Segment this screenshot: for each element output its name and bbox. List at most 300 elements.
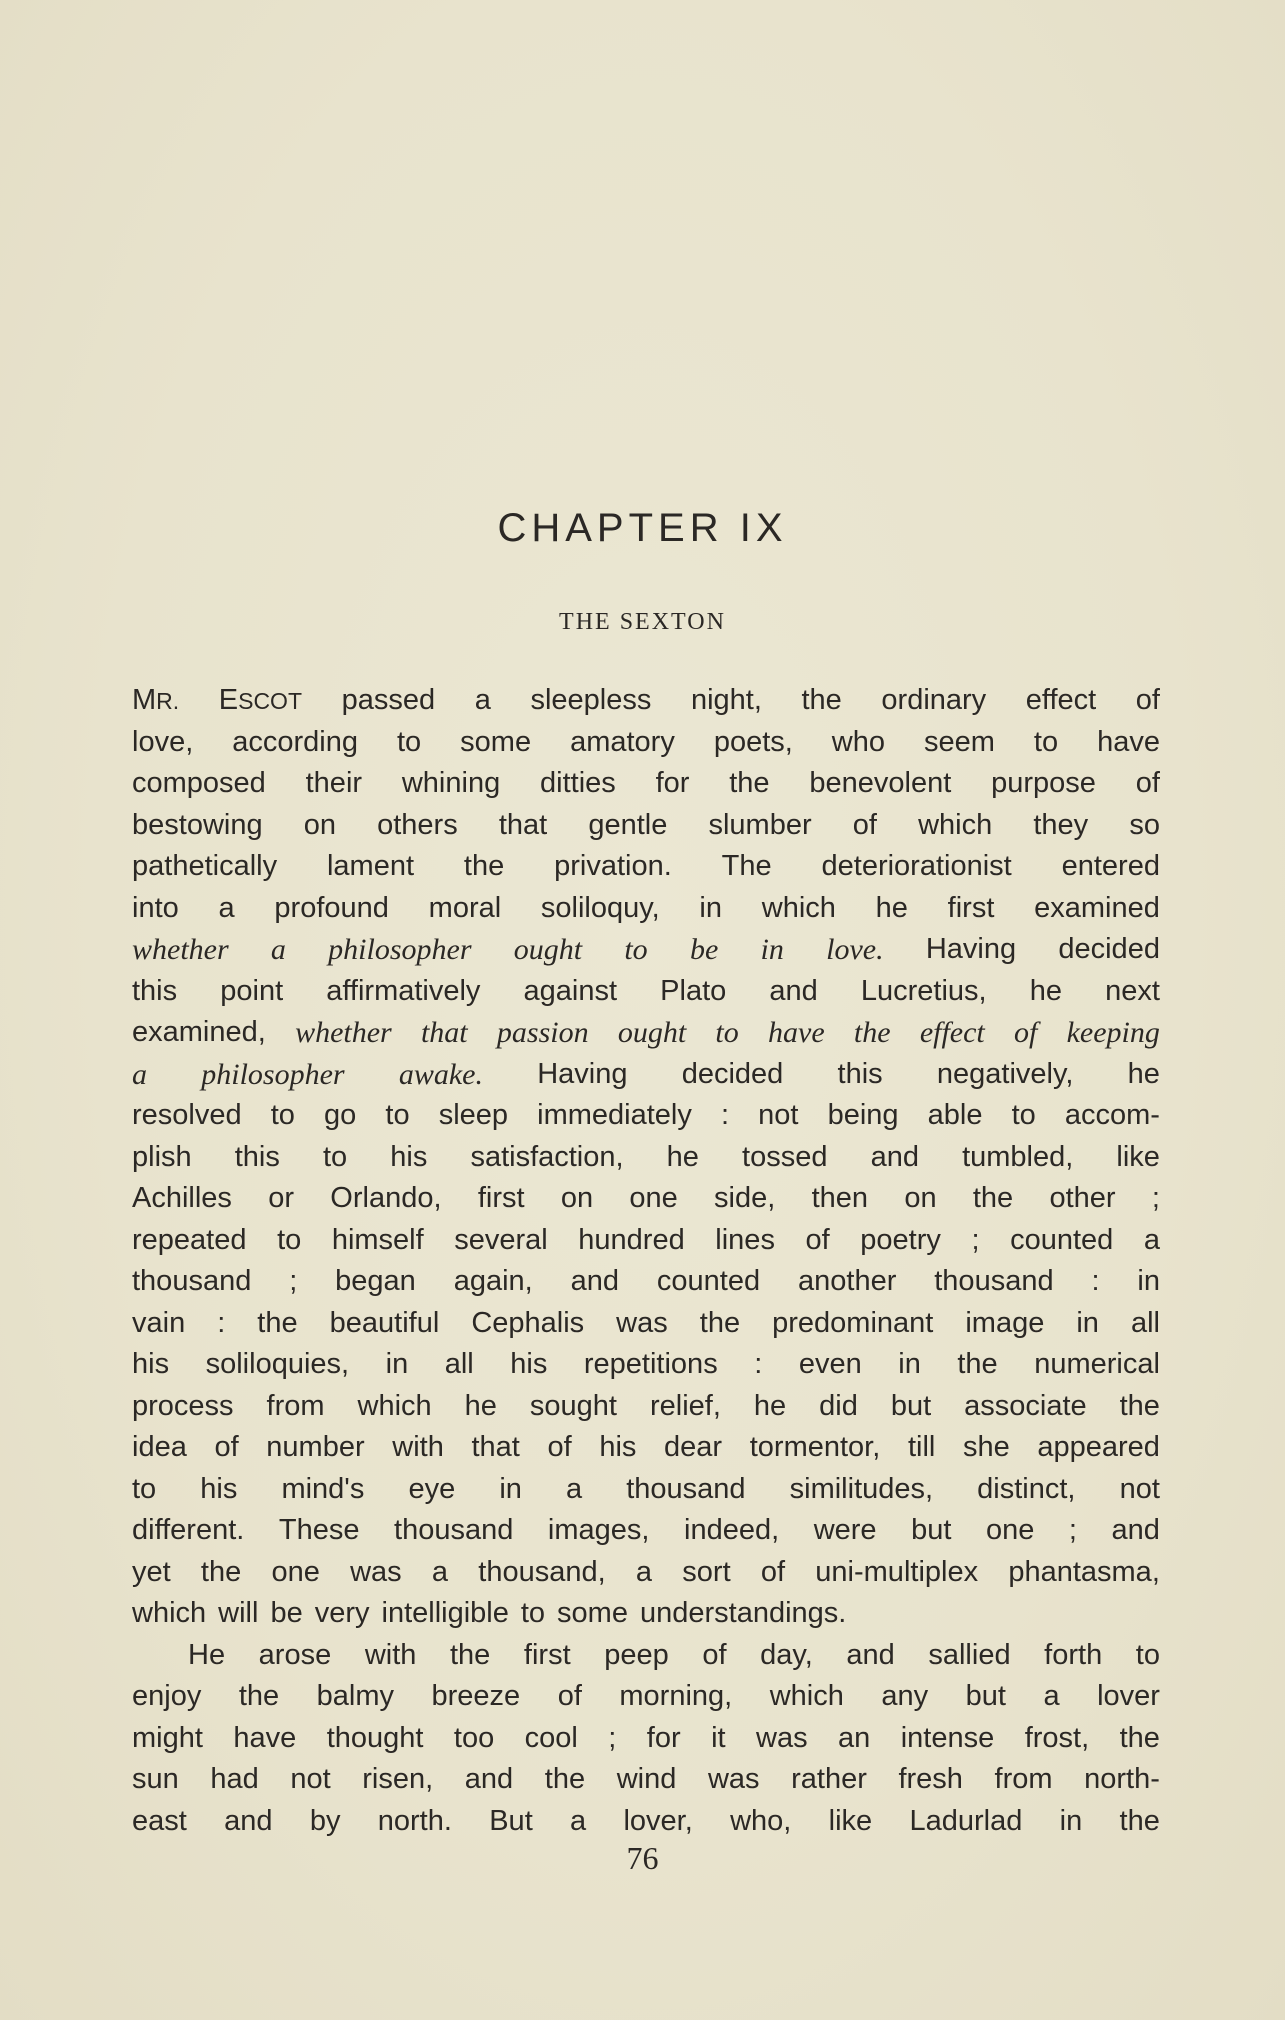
word: and (769, 974, 818, 1007)
word: repeated (132, 1223, 247, 1256)
word: from (266, 1389, 325, 1422)
body-text (132, 680, 1160, 1842)
word: was (707, 1763, 760, 1795)
word: to (132, 1472, 157, 1505)
word: into (132, 891, 179, 924)
word: be (270, 1597, 303, 1629)
word: of (1135, 684, 1160, 716)
word: phantasma, (1008, 1555, 1160, 1588)
word: not (290, 1763, 331, 1795)
text-line (132, 1676, 1160, 1718)
word: ; (1151, 1182, 1160, 1214)
word: ; (1068, 1514, 1077, 1546)
word: it (711, 1721, 726, 1754)
word: first (477, 1182, 525, 1214)
word: the (957, 1348, 998, 1380)
word: in (760, 933, 784, 966)
word: he (875, 891, 908, 924)
chapter-subtitle: THE SEXTON (559, 609, 726, 635)
word: to (520, 1597, 546, 1629)
word: thousand (132, 1265, 252, 1297)
word: who (831, 725, 885, 758)
word: another (798, 1265, 897, 1297)
word: according (232, 725, 358, 758)
word: awake. (398, 1057, 483, 1091)
word: in (385, 1348, 409, 1380)
word: repetitions (583, 1348, 718, 1380)
word: tossed (742, 1140, 828, 1173)
word: to (624, 933, 648, 966)
word: a (1143, 1223, 1160, 1256)
word: a (270, 933, 286, 966)
word: the (1119, 1721, 1160, 1754)
word: in (499, 1472, 522, 1505)
word: she (962, 1431, 1010, 1463)
word: MR. (132, 684, 180, 716)
word: arose (258, 1638, 332, 1671)
text-line (132, 680, 1160, 722)
word: of (852, 808, 877, 841)
word: so (1129, 808, 1160, 841)
word: purpose (991, 767, 1096, 799)
word: idea (132, 1431, 187, 1463)
word: some (557, 1597, 628, 1629)
word: all (1130, 1306, 1160, 1339)
word: to (1033, 725, 1059, 758)
word: of (1135, 767, 1160, 799)
word: from (994, 1763, 1053, 1795)
word: in (898, 1348, 921, 1380)
word: keeping (1066, 1016, 1160, 1049)
word: yet (132, 1555, 171, 1588)
text-line (132, 1510, 1160, 1552)
word: the (238, 1680, 280, 1712)
word: of (805, 1223, 830, 1256)
word: Plato (660, 974, 727, 1007)
word: the (853, 1016, 891, 1049)
word: too (453, 1721, 495, 1754)
word: of (702, 1638, 727, 1671)
word: very (314, 1597, 370, 1629)
word: lament (326, 850, 415, 882)
word: next (1105, 974, 1160, 1007)
word: images, (547, 1514, 650, 1546)
word: predominant (772, 1306, 934, 1339)
word: he (1029, 974, 1062, 1007)
word: different. (132, 1514, 245, 1546)
word: balmy (316, 1680, 395, 1712)
word: decided (681, 1057, 784, 1090)
word: till (907, 1431, 936, 1463)
word: his (390, 1140, 428, 1173)
word: negatively, (936, 1057, 1074, 1090)
word: : (720, 1099, 730, 1131)
word: who, (730, 1804, 792, 1837)
word: of (1014, 1016, 1038, 1049)
word: sallied (928, 1638, 1011, 1671)
word: understandings. (639, 1597, 847, 1629)
word: on (303, 808, 336, 841)
word: resolved (132, 1099, 242, 1131)
word: philosopher (201, 1057, 345, 1091)
word: Ladurlad (909, 1804, 1023, 1837)
word: his (599, 1431, 637, 1463)
word: will (218, 1597, 259, 1629)
text-line (132, 1012, 1160, 1054)
word: a (474, 684, 491, 716)
word: benevolent (809, 767, 952, 799)
word: point (220, 974, 284, 1007)
word: and (1111, 1514, 1160, 1546)
word: might (132, 1721, 203, 1754)
word: but (965, 1680, 1006, 1712)
word: east (132, 1804, 187, 1837)
word: poets, (713, 725, 793, 758)
word: on (904, 1182, 937, 1214)
word: the (1119, 1389, 1160, 1422)
text-line (132, 1178, 1160, 1220)
word: The (721, 850, 772, 882)
word: the (449, 1638, 491, 1671)
word: intense (900, 1721, 995, 1754)
word: this (837, 1057, 883, 1090)
word: not (1119, 1472, 1160, 1505)
word: of (547, 1431, 572, 1463)
text-line (132, 1386, 1160, 1428)
word: number (266, 1431, 365, 1463)
text-line (132, 1469, 1160, 1511)
word: passed (341, 684, 436, 716)
word: cool (524, 1721, 578, 1754)
word: examined, (132, 1016, 266, 1048)
word: one (629, 1182, 678, 1214)
word: have (768, 1016, 825, 1049)
word: effect (919, 1016, 985, 1049)
word: mind's (281, 1472, 365, 1505)
word: frost, (1024, 1721, 1090, 1754)
word: whether (132, 933, 229, 966)
word: a (1043, 1680, 1060, 1712)
word: did (819, 1389, 858, 1422)
text-line (132, 1095, 1160, 1137)
word: was (350, 1555, 402, 1588)
word: beautiful (329, 1306, 440, 1339)
word: ; (608, 1721, 617, 1754)
text-line (132, 1344, 1160, 1386)
word: affirmatively (326, 974, 481, 1007)
word: first (523, 1638, 571, 1671)
word: enjoy (132, 1680, 202, 1712)
word: immediately (537, 1099, 692, 1131)
word: any (881, 1680, 929, 1712)
word: Having (537, 1057, 628, 1090)
word: the (972, 1182, 1014, 1214)
word: pathetically (132, 850, 278, 882)
word: in (1137, 1265, 1160, 1297)
word: his (200, 1472, 238, 1505)
word: examined (1034, 891, 1160, 924)
word: amatory (570, 725, 675, 758)
word: in (699, 891, 722, 924)
word: counted (1010, 1223, 1114, 1256)
word: thought (326, 1721, 424, 1754)
word: hundred (578, 1223, 685, 1256)
word: was (616, 1306, 668, 1339)
word: side, (714, 1182, 776, 1214)
word: eye (408, 1472, 456, 1505)
word: sleepless (530, 684, 652, 716)
word: have (1097, 725, 1160, 758)
word: ditties (540, 767, 616, 799)
word: ; (971, 1223, 980, 1256)
text-line (132, 1261, 1160, 1303)
word: philosopher (328, 933, 472, 966)
text-line (132, 1220, 1160, 1262)
word: peep (604, 1638, 669, 1671)
text-line (132, 1635, 1160, 1677)
word: for (646, 1721, 681, 1754)
word: passion (496, 1016, 589, 1049)
word: thousand (934, 1265, 1054, 1297)
word: go (324, 1099, 357, 1131)
word: whining (401, 767, 501, 799)
word: a (570, 1804, 587, 1837)
word: But (489, 1804, 533, 1837)
word: privation. (554, 850, 672, 882)
text-line (132, 722, 1160, 764)
word: began (335, 1265, 416, 1297)
word: wind (616, 1763, 677, 1795)
word: first (947, 891, 995, 924)
word: then (811, 1182, 869, 1214)
word: numerical (1034, 1348, 1160, 1380)
word: Lucretius, (860, 974, 987, 1007)
word: again, (453, 1265, 533, 1297)
word: to (277, 1223, 302, 1256)
word: soliloquies, (205, 1348, 350, 1380)
word: was (756, 1721, 808, 1754)
word: composed (132, 767, 266, 799)
word: against (523, 974, 618, 1007)
word: others (377, 808, 458, 841)
word: able (927, 1099, 983, 1131)
text-line (132, 1054, 1160, 1096)
word: relief, (649, 1389, 721, 1422)
word: and (870, 1140, 919, 1173)
word: effect (1025, 684, 1097, 716)
word: the (200, 1555, 242, 1588)
word: to (322, 1140, 348, 1173)
text-line (132, 1718, 1160, 1760)
word: seem (923, 725, 995, 758)
text-line (132, 1303, 1160, 1345)
word: appeared (1037, 1431, 1160, 1463)
word: sleep (438, 1099, 509, 1131)
word: which (918, 808, 993, 841)
word: entered (1061, 850, 1160, 882)
word: the (801, 684, 842, 716)
word: : (754, 1348, 763, 1380)
word: similitudes, (789, 1472, 934, 1505)
word: in (1059, 1804, 1083, 1837)
word: he (666, 1140, 699, 1173)
word: ought (513, 933, 583, 966)
word: love. (826, 933, 884, 966)
word: which (132, 1597, 207, 1629)
word: indeed, (684, 1514, 780, 1546)
text-line (132, 1593, 1160, 1635)
word: which (357, 1389, 432, 1422)
word: on (560, 1182, 594, 1214)
word: image (965, 1306, 1045, 1339)
word: fresh (898, 1763, 963, 1795)
word: some (460, 725, 532, 758)
word: all (444, 1348, 474, 1380)
word: rather (791, 1763, 867, 1795)
word: love, (132, 725, 194, 758)
word: ESCOT (218, 684, 302, 716)
word: have (233, 1721, 297, 1754)
word: the (257, 1306, 298, 1339)
word: Having (925, 933, 1017, 965)
word: counted (656, 1265, 761, 1297)
word: Achilles (132, 1182, 232, 1214)
word: of (760, 1555, 786, 1588)
word: forth (1044, 1638, 1103, 1671)
text-line (132, 1801, 1160, 1843)
word: a (132, 1057, 147, 1091)
word: or (268, 1182, 295, 1214)
word: soliloquy, (540, 891, 660, 924)
word: that (420, 1016, 468, 1049)
word: He (188, 1638, 226, 1671)
word: other (1049, 1182, 1116, 1214)
word: being (827, 1099, 899, 1131)
word: in (1076, 1306, 1099, 1339)
word: this (132, 974, 178, 1007)
word: whether (295, 1016, 392, 1049)
word: to (1135, 1638, 1160, 1671)
word: he (1127, 1057, 1160, 1090)
word: with (392, 1431, 444, 1463)
word: to (396, 725, 422, 758)
text-line (132, 888, 1160, 930)
word: he (753, 1389, 787, 1422)
word: north- (1084, 1763, 1160, 1795)
word: ; (289, 1265, 298, 1297)
word: his (510, 1348, 548, 1380)
word: which (769, 1680, 844, 1712)
word: Cephalis (471, 1306, 585, 1339)
word: lover, (623, 1804, 693, 1837)
word: : (217, 1306, 226, 1339)
text-line (132, 929, 1160, 971)
word: tumbled, (962, 1140, 1074, 1173)
word: the (1119, 1804, 1160, 1837)
word: a (218, 891, 235, 924)
text-line (132, 1137, 1160, 1179)
word: tormentor, (749, 1431, 881, 1463)
word: their (305, 767, 363, 799)
word: vain (132, 1306, 186, 1339)
word: like (828, 1804, 873, 1837)
word: to (1011, 1099, 1036, 1131)
word: gentle (588, 808, 668, 841)
word: dear (664, 1431, 723, 1463)
word: lover (1097, 1680, 1160, 1712)
word: one (985, 1514, 1035, 1546)
word: associate (964, 1389, 1087, 1422)
word: plish (132, 1140, 192, 1173)
word: like (1116, 1140, 1160, 1173)
word: an (838, 1721, 871, 1754)
word: distinct, (977, 1472, 1076, 1505)
word: a (635, 1555, 653, 1588)
word: intelligible (381, 1597, 509, 1629)
word: sun (132, 1763, 179, 1795)
text-line (132, 763, 1160, 805)
word: be (689, 933, 719, 966)
word: this (234, 1140, 280, 1173)
word: ordinary (881, 684, 987, 716)
word: sought (529, 1389, 617, 1422)
word: the (463, 850, 505, 882)
word: profound (274, 891, 389, 924)
word: had (210, 1763, 259, 1795)
word: thousand, (478, 1555, 606, 1588)
word: risen, (362, 1763, 434, 1795)
word: the (729, 767, 770, 799)
word: that (471, 1431, 520, 1463)
word: the (544, 1763, 586, 1795)
word: with (364, 1638, 417, 1671)
chapter-heading: CHAPTER IX (497, 506, 788, 550)
word: night, (690, 684, 762, 716)
word: a (431, 1555, 449, 1588)
word: thousand (394, 1514, 514, 1546)
word: of (214, 1431, 239, 1463)
word: Orlando, (330, 1182, 442, 1214)
text-line (132, 1427, 1160, 1469)
word: ought (617, 1016, 687, 1049)
word: process (132, 1389, 234, 1422)
word: day, (760, 1638, 813, 1671)
word: even (798, 1348, 862, 1380)
word: which (761, 891, 836, 924)
word: but (911, 1514, 952, 1546)
word: not (758, 1099, 799, 1131)
word: to (715, 1016, 739, 1049)
word: and (570, 1265, 620, 1297)
word: of (557, 1680, 582, 1712)
word: slumber (708, 808, 812, 841)
word: to (270, 1099, 295, 1131)
text-line (132, 846, 1160, 888)
word: uni-multiplex (815, 1555, 979, 1588)
word: satisfaction, (470, 1140, 624, 1173)
word: several (454, 1223, 548, 1256)
word: deteriorationist (821, 850, 1012, 882)
word: north. (377, 1804, 452, 1837)
word: accom- (1064, 1099, 1160, 1131)
word: breeze (431, 1680, 521, 1712)
word: by (309, 1804, 341, 1837)
word: the (699, 1306, 741, 1339)
word: : (1091, 1265, 1100, 1297)
word: one (271, 1555, 320, 1588)
word: morning, (619, 1680, 733, 1712)
word: were (813, 1514, 877, 1546)
